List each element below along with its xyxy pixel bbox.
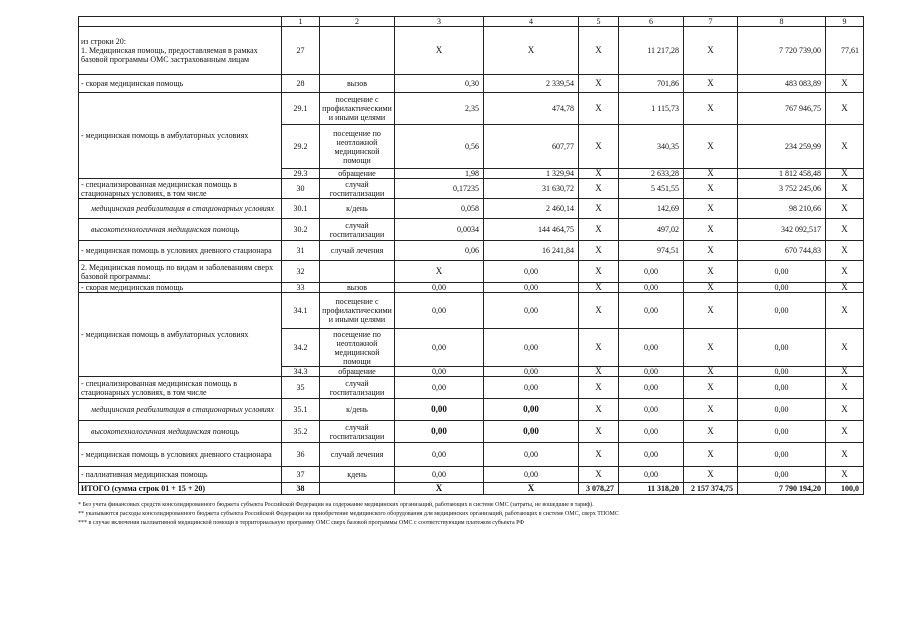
value-cell: X <box>579 169 619 179</box>
value-cell: 0,00 <box>395 399 484 421</box>
row-label: - скорая медицинская помощь <box>79 283 282 293</box>
row-number: 27 <box>282 27 320 75</box>
value-cell: 144 464,75 <box>484 219 579 241</box>
value-cell: 11 318,20 <box>619 483 684 495</box>
value-cell: X <box>684 377 738 399</box>
unit-cell: случай лечения <box>320 241 395 261</box>
value-cell: 974,51 <box>619 241 684 261</box>
value-cell: X <box>684 421 738 443</box>
unit-cell: случай госпитализации <box>320 219 395 241</box>
row-number: 36 <box>282 443 320 467</box>
row-label: 2. Медицинская помощь по видам и заболеваниям сверх базовой программы: <box>79 261 282 283</box>
value-cell: X <box>579 293 619 329</box>
value-cell: X <box>579 93 619 125</box>
value-cell: X <box>684 179 738 199</box>
row-number: 28 <box>282 75 320 93</box>
value-cell: 0,00 <box>619 443 684 467</box>
value-cell: 0,00 <box>738 421 826 443</box>
value-cell: 2,35 <box>395 93 484 125</box>
value-cell: 0,30 <box>395 75 484 93</box>
value-cell: X <box>826 125 864 169</box>
row-label: медицинская реабилитация в стационарных условиях <box>79 399 282 421</box>
table-row <box>79 179 864 199</box>
value-cell: 0,00 <box>619 399 684 421</box>
row-label: - паллиативная медицинская помощь <box>79 467 282 483</box>
table-row <box>79 75 864 93</box>
value-cell: X <box>579 367 619 377</box>
value-cell: X <box>826 241 864 261</box>
value-cell: X <box>826 219 864 241</box>
value-cell: 0,00 <box>619 377 684 399</box>
row-number: 38 <box>282 483 320 495</box>
unit-cell: посещение по неотложной медицинской помощи <box>320 329 395 367</box>
value-cell: 0,00 <box>738 377 826 399</box>
value-cell: X <box>579 27 619 75</box>
table-row <box>79 241 864 261</box>
header-cell: 3 <box>395 17 484 27</box>
value-cell: 0,00 <box>484 399 579 421</box>
value-cell: X <box>395 27 484 75</box>
value-cell: 0,00 <box>738 261 826 283</box>
value-cell: X <box>484 27 579 75</box>
table-row <box>79 219 864 241</box>
row-number: 33 <box>282 283 320 293</box>
value-cell: 0,00 <box>738 467 826 483</box>
unit-cell: обращение <box>320 367 395 377</box>
value-cell: X <box>579 283 619 293</box>
value-cell: 483 083,89 <box>738 75 826 93</box>
value-cell: X <box>826 467 864 483</box>
value-cell: 767 946,75 <box>738 93 826 125</box>
value-cell: X <box>579 399 619 421</box>
value-cell: 0,56 <box>395 125 484 169</box>
unit-cell: к/день <box>320 199 395 219</box>
value-cell: X <box>684 399 738 421</box>
row-label: ИТОГО (сумма строк 01 + 15 + 20) <box>79 483 282 495</box>
value-cell: 0,00 <box>484 329 579 367</box>
row-number: 30.1 <box>282 199 320 219</box>
value-cell: 0,00 <box>484 293 579 329</box>
row-label: - медицинская помощь в условиях дневного стационара <box>79 443 282 467</box>
value-cell: 0,00 <box>395 467 484 483</box>
table-row <box>79 377 864 399</box>
unit-cell: случай лечения <box>320 443 395 467</box>
table-row <box>79 421 864 443</box>
unit-cell: кдень <box>320 467 395 483</box>
row-label: из строки 20: 1. Медицинская помощь, предоставляемая в рамках базовой программы ОМС застрахованным лицам <box>79 27 282 75</box>
value-cell: X <box>684 75 738 93</box>
header-cell: 5 <box>579 17 619 27</box>
value-cell: 0,00 <box>395 367 484 377</box>
row-number: 35.1 <box>282 399 320 421</box>
value-cell: 3 078,27 <box>579 483 619 495</box>
value-cell: 5 451,55 <box>619 179 684 199</box>
value-cell: 1 812 458,48 <box>738 169 826 179</box>
value-cell: 7 790 194,20 <box>738 483 826 495</box>
value-cell: X <box>684 241 738 261</box>
value-cell: X <box>579 179 619 199</box>
value-cell: 77,61 <box>826 27 864 75</box>
value-cell: 340,35 <box>619 125 684 169</box>
row-number: 29.1 <box>282 93 320 125</box>
value-cell: 0,00 <box>619 421 684 443</box>
value-cell: 2 633,28 <box>619 169 684 179</box>
value-cell: 0,00 <box>484 261 579 283</box>
value-cell: 0,00 <box>395 377 484 399</box>
unit-cell: случай госпитализации <box>320 421 395 443</box>
value-cell: X <box>579 467 619 483</box>
table-body <box>79 27 864 495</box>
value-cell: X <box>484 483 579 495</box>
value-cell: 1 329,94 <box>484 169 579 179</box>
unit-cell <box>320 483 395 495</box>
financing-table <box>78 16 864 495</box>
row-number: 34.1 <box>282 293 320 329</box>
row-label: - специализированная медицинская помощь в стационарных условиях, в том числе <box>79 377 282 399</box>
row-number: 34.3 <box>282 367 320 377</box>
unit-cell: обращение <box>320 169 395 179</box>
value-cell: 0,00 <box>738 329 826 367</box>
value-cell: 2 460,14 <box>484 199 579 219</box>
row-number: 35 <box>282 377 320 399</box>
value-cell: 3 752 245,06 <box>738 179 826 199</box>
value-cell: 0,00 <box>619 329 684 367</box>
value-cell: X <box>684 293 738 329</box>
table-row <box>79 483 864 495</box>
value-cell: X <box>579 443 619 467</box>
value-cell: X <box>684 199 738 219</box>
unit-cell <box>320 261 395 283</box>
header-cell <box>79 17 282 27</box>
value-cell: 0,17235 <box>395 179 484 199</box>
value-cell: 0,00 <box>484 367 579 377</box>
value-cell: X <box>395 483 484 495</box>
value-cell: 234 259,99 <box>738 125 826 169</box>
footnote: * Без учета финансовых средств консолидированного бюджета субъекта Российской Федерации на содержание медицинских организаций, работающих в системе ОМС (затраты, не вошедшие в тариф). <box>78 502 594 508</box>
header-cell: 4 <box>484 17 579 27</box>
value-cell: X <box>826 367 864 377</box>
value-cell: X <box>579 377 619 399</box>
value-cell: X <box>826 421 864 443</box>
value-cell: X <box>826 283 864 293</box>
unit-cell: к/день <box>320 399 395 421</box>
value-cell: 0,00 <box>395 329 484 367</box>
value-cell: 142,69 <box>619 199 684 219</box>
value-cell: 0,00 <box>484 421 579 443</box>
value-cell: X <box>826 93 864 125</box>
value-cell: X <box>826 169 864 179</box>
unit-cell: вызов <box>320 75 395 93</box>
value-cell: X <box>826 261 864 283</box>
row-number: 34.2 <box>282 329 320 367</box>
value-cell: 98 210,66 <box>738 199 826 219</box>
value-cell: 0,00 <box>484 443 579 467</box>
value-cell: X <box>684 219 738 241</box>
value-cell: X <box>395 261 484 283</box>
value-cell: X <box>684 443 738 467</box>
value-cell: 11 217,28 <box>619 27 684 75</box>
table-row <box>79 27 864 75</box>
value-cell: 7 720 739,00 <box>738 27 826 75</box>
table-row <box>79 467 864 483</box>
header-cell: 6 <box>619 17 684 27</box>
unit-cell: вызов <box>320 283 395 293</box>
table-row <box>79 199 864 219</box>
unit-cell: посещение с профилактическими и иными целями <box>320 293 395 329</box>
value-cell: 607,77 <box>484 125 579 169</box>
footnote: ** указываются расходы консолидированного бюджета субъекта Российской Федерации на приобретение медицинского оборудования для медицинских организаций, работающих в системе ОМС, сверх ТПОМС <box>78 511 619 517</box>
row-number: 31 <box>282 241 320 261</box>
value-cell: X <box>684 367 738 377</box>
footnotes <box>78 501 863 528</box>
value-cell: 31 630,72 <box>484 179 579 199</box>
value-cell: 0,00 <box>484 467 579 483</box>
document-page <box>78 16 863 528</box>
unit-cell: посещение с профилактическими и иными целями <box>320 93 395 125</box>
header-cell: 8 <box>738 17 826 27</box>
row-label: медицинская реабилитация в стационарных условиях <box>79 199 282 219</box>
value-cell: X <box>684 169 738 179</box>
value-cell: X <box>684 283 738 293</box>
value-cell: 670 744,83 <box>738 241 826 261</box>
value-cell: 0,0034 <box>395 219 484 241</box>
value-cell: X <box>579 199 619 219</box>
header-cell: 1 <box>282 17 320 27</box>
value-cell: 0,00 <box>395 421 484 443</box>
unit-cell: случай госпитализации <box>320 179 395 199</box>
footnote: *** в случае включения паллиативной медицинской помощи в территориальную программу ОМС сверх базовой программы ОМС с соответствующим платежом субъекта РФ <box>78 520 525 526</box>
value-cell: 16 241,84 <box>484 241 579 261</box>
value-cell: X <box>684 27 738 75</box>
value-cell: 0,06 <box>395 241 484 261</box>
table-row <box>79 293 864 329</box>
value-cell: 2 339,54 <box>484 75 579 93</box>
value-cell: 0,00 <box>484 377 579 399</box>
table-row <box>79 443 864 467</box>
value-cell: X <box>684 261 738 283</box>
row-label: - медицинская помощь в амбулаторных условиях <box>79 293 282 377</box>
value-cell: 0,00 <box>484 283 579 293</box>
value-cell: 2 157 374,75 <box>684 483 738 495</box>
header-cell: 7 <box>684 17 738 27</box>
table-row <box>79 399 864 421</box>
unit-cell <box>320 27 395 75</box>
value-cell: 0,00 <box>619 261 684 283</box>
value-cell: 0,00 <box>395 283 484 293</box>
unit-cell: посещение по неотложной медицинской помощи <box>320 125 395 169</box>
row-number: 29.2 <box>282 125 320 169</box>
value-cell: 0,00 <box>738 283 826 293</box>
table-row <box>79 93 864 125</box>
value-cell: X <box>826 179 864 199</box>
header-cell: 2 <box>320 17 395 27</box>
value-cell: X <box>684 467 738 483</box>
value-cell: 0,00 <box>619 293 684 329</box>
value-cell: X <box>826 293 864 329</box>
row-number: 29.3 <box>282 169 320 179</box>
row-label: - специализированная медицинская помощь в стационарных условиях, в том числе <box>79 179 282 199</box>
value-cell: 497,02 <box>619 219 684 241</box>
value-cell: X <box>826 75 864 93</box>
row-label: высокотехнологичная медицинская помощь <box>79 421 282 443</box>
row-number: 32 <box>282 261 320 283</box>
value-cell: X <box>579 219 619 241</box>
value-cell: X <box>826 443 864 467</box>
value-cell: 701,86 <box>619 75 684 93</box>
row-label: - медицинская помощь в условиях дневного стационара <box>79 241 282 261</box>
value-cell: 0,00 <box>395 443 484 467</box>
value-cell: 0,00 <box>619 367 684 377</box>
value-cell: 1,98 <box>395 169 484 179</box>
value-cell: 0,00 <box>738 399 826 421</box>
row-number: 37 <box>282 467 320 483</box>
value-cell: 474,78 <box>484 93 579 125</box>
value-cell: 0,00 <box>395 293 484 329</box>
header-cell: 9 <box>826 17 864 27</box>
value-cell: X <box>579 261 619 283</box>
value-cell: 0,00 <box>619 467 684 483</box>
value-cell: X <box>826 377 864 399</box>
column-number-header <box>79 17 864 27</box>
table-row <box>79 283 864 293</box>
value-cell: 0,00 <box>738 367 826 377</box>
value-cell: 100,0 <box>826 483 864 495</box>
row-label: - скорая медицинская помощь <box>79 75 282 93</box>
value-cell: 0,00 <box>738 293 826 329</box>
value-cell: 0,00 <box>619 283 684 293</box>
value-cell: 1 115,73 <box>619 93 684 125</box>
value-cell: X <box>684 329 738 367</box>
row-label: высокотехнологичная медицинская помощь <box>79 219 282 241</box>
value-cell: X <box>579 421 619 443</box>
value-cell: X <box>579 75 619 93</box>
value-cell: X <box>826 329 864 367</box>
row-number: 35.2 <box>282 421 320 443</box>
value-cell: X <box>579 125 619 169</box>
value-cell: X <box>684 93 738 125</box>
value-cell: 342 092,517 <box>738 219 826 241</box>
row-label: - медицинская помощь в амбулаторных условиях <box>79 93 282 179</box>
value-cell: X <box>684 125 738 169</box>
value-cell: X <box>579 329 619 367</box>
row-number: 30 <box>282 179 320 199</box>
value-cell: 0,058 <box>395 199 484 219</box>
table-row <box>79 261 864 283</box>
unit-cell: случай госпитализации <box>320 377 395 399</box>
value-cell: X <box>826 199 864 219</box>
value-cell: X <box>826 399 864 421</box>
value-cell: 0,00 <box>738 443 826 467</box>
value-cell: X <box>579 241 619 261</box>
row-number: 30.2 <box>282 219 320 241</box>
